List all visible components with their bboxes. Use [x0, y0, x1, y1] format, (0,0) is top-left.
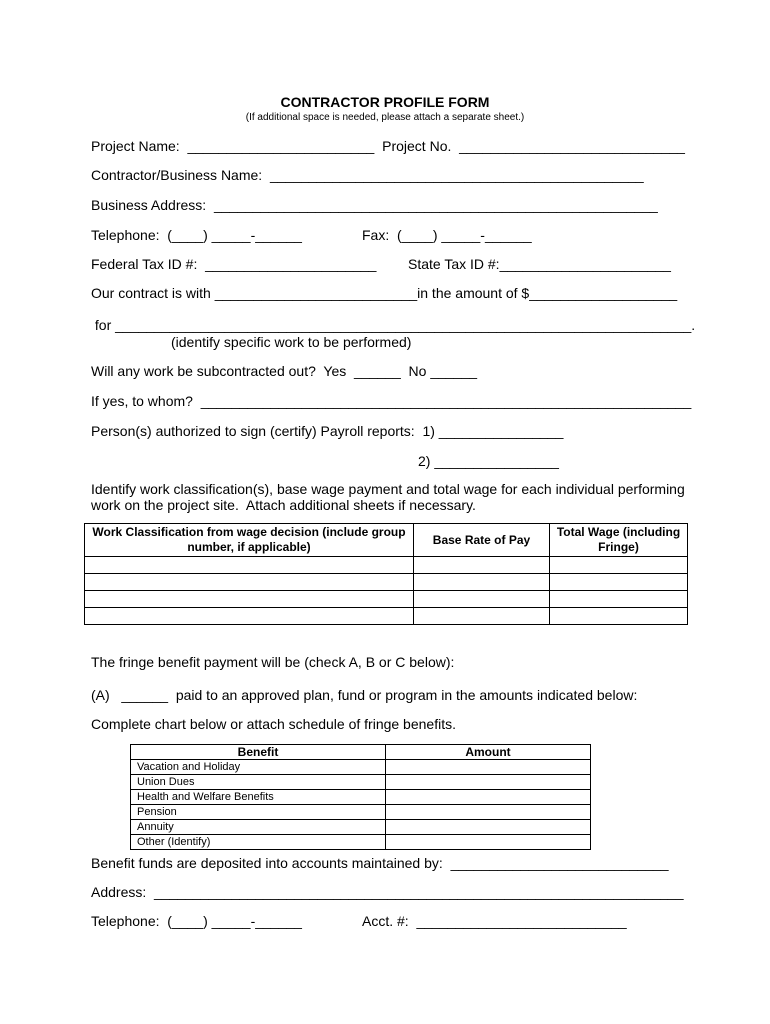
total-wage-header: Total Wage (including Fringe) [550, 524, 688, 557]
project-name-line[interactable]: Project Name: ________________________ Project No. _____________________________ [91, 138, 685, 154]
amount-cell[interactable] [386, 790, 591, 805]
benefit-cell: Health and Welfare Benefits [131, 790, 386, 805]
federal-tax-id-line[interactable]: Federal Tax ID #: ______________________ [91, 256, 377, 272]
fringe-intro: The fringe benefit payment will be (check A, B or C below): [91, 654, 455, 670]
fringe-table-header-row [131, 745, 591, 760]
work-classification-cell[interactable] [85, 557, 414, 574]
table-row [131, 775, 591, 790]
work-classification-cell[interactable] [85, 608, 414, 625]
benefit-telephone-line[interactable]: Telephone: (____) _____-______ [91, 913, 302, 929]
benefit-header: Benefit [131, 745, 386, 760]
work-classification-header: Work Classification from wage decision (include group number, if applicable) [85, 524, 414, 557]
benefit-cell: Annuity [131, 820, 386, 835]
base-rate-cell[interactable] [414, 574, 550, 591]
total-wage-cell[interactable] [550, 574, 688, 591]
amount-header: Amount [386, 745, 591, 760]
total-wage-cell[interactable] [550, 608, 688, 625]
amount-cell[interactable] [386, 805, 591, 820]
table-row [85, 608, 688, 625]
table-row [85, 591, 688, 608]
authorized-signer-2[interactable]: 2) ________________ [418, 453, 559, 469]
fringe-option-a[interactable]: (A) ______ paid to an approved plan, fund or program in the amounts indicated below: [91, 687, 638, 703]
table-row [131, 760, 591, 775]
business-address-line[interactable]: Business Address: _________________________________________________________ [91, 197, 658, 213]
base-rate-header: Base Rate of Pay [414, 524, 550, 557]
identify-instructions: Identify work classification(s), base wage payment and total wage for each individual performing [91, 481, 685, 497]
table-row [131, 835, 591, 850]
fax-line[interactable]: Fax: (____) _____-______ [362, 227, 532, 243]
authorized-signer-1[interactable]: Person(s) authorized to sign (certify) Payroll reports: 1) ________________ [91, 423, 564, 439]
work-classification-cell[interactable] [85, 574, 414, 591]
amount-cell[interactable] [386, 760, 591, 775]
identify-instructions-2: work on the project site. Attach additional sheets if necessary. [91, 497, 476, 513]
account-number-line[interactable]: Acct. #: ___________________________ [362, 913, 627, 929]
benefit-address-line[interactable]: Address: ____________________________________________________________________ [91, 884, 684, 900]
total-wage-cell[interactable] [550, 591, 688, 608]
amount-cell[interactable] [386, 835, 591, 850]
amount-cell[interactable] [386, 820, 591, 835]
business-name-line[interactable]: Contractor/Business Name: ________________________________________________ [91, 167, 644, 183]
amount-cell[interactable] [386, 775, 591, 790]
telephone-line[interactable]: Telephone: (____) _____-______ [91, 227, 302, 243]
table-row [131, 805, 591, 820]
contract-for-line[interactable]: for __________________________________________________________________________. [91, 317, 696, 333]
subcontract-question[interactable]: Will any work be subcontracted out? Yes ______ No ______ [91, 363, 478, 379]
work-classification-cell[interactable] [85, 591, 414, 608]
base-rate-cell[interactable] [414, 608, 550, 625]
benefit-cell: Other (Identify) [131, 835, 386, 850]
table-row [85, 557, 688, 574]
table-row [131, 790, 591, 805]
fringe-benefits-table [130, 744, 591, 850]
benefit-cell: Pension [131, 805, 386, 820]
benefit-cell: Union Dues [131, 775, 386, 790]
wage-table [84, 523, 688, 625]
contract-for-note: (identify specific work to be performed) [171, 334, 412, 350]
contract-with-line[interactable]: Our contract is with __________________________in the amount of $___________________ [91, 285, 678, 301]
wage-table-header-row [85, 524, 688, 557]
benefit-funds-line[interactable]: Benefit funds are deposited into accounts maintained by: ____________________________ [91, 855, 669, 871]
table-row [131, 820, 591, 835]
base-rate-cell[interactable] [414, 591, 550, 608]
subcontract-whom-line[interactable]: If yes, to whom? _______________________________________________________________ [91, 393, 692, 409]
table-row [85, 574, 688, 591]
page-title: CONTRACTOR PROFILE FORM [280, 94, 490, 110]
fringe-complete-chart: Complete chart below or attach schedule of fringe benefits. [91, 716, 456, 732]
page-subtitle: (If additional space is needed, please attach a separate sheet.) [245, 112, 525, 123]
base-rate-cell[interactable] [414, 557, 550, 574]
state-tax-id-line[interactable]: State Tax ID #:______________________ [408, 256, 671, 272]
benefit-cell: Vacation and Holiday [131, 760, 386, 775]
total-wage-cell[interactable] [550, 557, 688, 574]
